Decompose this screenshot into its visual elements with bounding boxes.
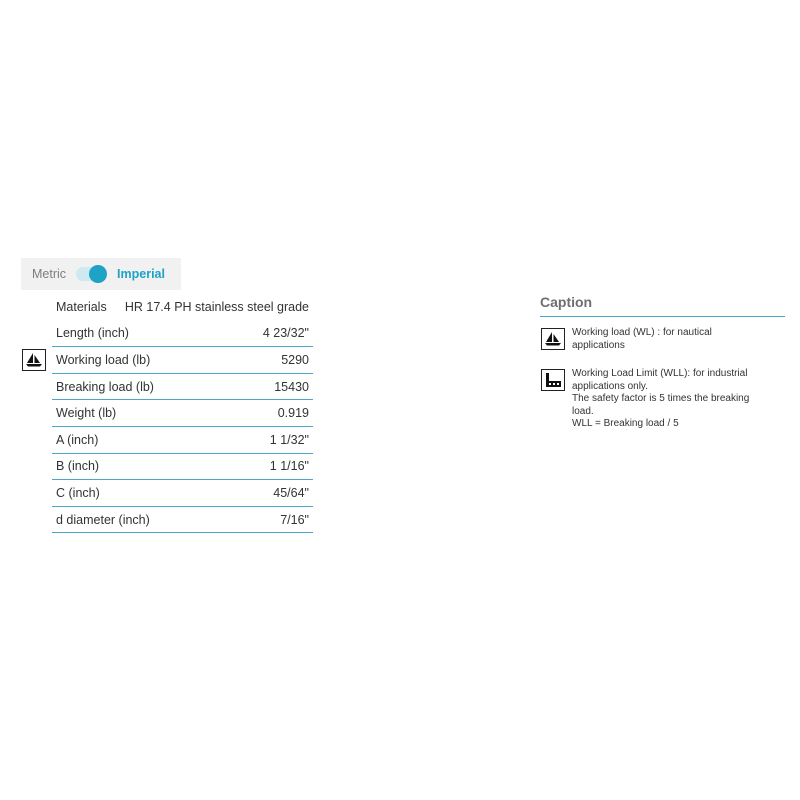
spec-label: C (inch) (56, 485, 100, 500)
caption-text: applications (572, 339, 625, 351)
spec-row-weight (52, 400, 313, 427)
spec-label: Breaking load (lb) (56, 379, 154, 394)
caption-title: Caption (540, 294, 785, 317)
unit-switch[interactable] (76, 267, 106, 281)
caption-text: The safety factor is 5 times the breaking (572, 393, 750, 404)
caption-text: Working Load Limit (WLL): for industrial (572, 368, 748, 379)
spec-label: B (inch) (56, 459, 100, 474)
caption-entry-working-load (540, 327, 785, 352)
spec-row-breaking-load (52, 374, 313, 401)
caption-text: Working load (WL) : for nautical (572, 327, 712, 338)
spec-label: Length (inch) (56, 326, 129, 341)
spec-value: 45/64" (273, 485, 309, 500)
spec-label: A (inch) (56, 432, 99, 447)
spec-value: 5290 (281, 352, 309, 367)
spec-label: Materials (56, 300, 107, 315)
caption-text: load. (572, 405, 594, 417)
spec-row-d-diameter (52, 507, 313, 534)
caption-panel (540, 294, 785, 431)
spec-row-a (52, 427, 313, 454)
spec-row-b (52, 454, 313, 481)
spec-value: 0.919 (277, 406, 309, 421)
metric-label[interactable]: Metric (32, 267, 67, 281)
spec-row-materials (52, 294, 313, 321)
unit-toggle[interactable] (21, 258, 181, 290)
spec-value: 1 1/16" (269, 459, 309, 474)
specifications-table (52, 294, 313, 533)
caption-text: WLL = Breaking load / 5 (572, 418, 679, 429)
switch-knob (89, 265, 107, 283)
caption-entry-wll (540, 368, 785, 431)
caption-text: applications only. (572, 380, 648, 392)
spec-label: Weight (lb) (56, 406, 117, 421)
spec-value: HR 17.4 PH stainless steel grade (124, 300, 309, 315)
imperial-label[interactable]: Imperial (117, 267, 165, 281)
factory-icon (541, 369, 565, 391)
spec-row-length (52, 321, 313, 348)
spec-value: 7/16" (280, 512, 309, 527)
spec-value: 1 1/32" (269, 432, 309, 447)
spec-label: Working load (lb) (56, 352, 151, 367)
sailboat-icon (541, 328, 565, 350)
spec-row-working-load (52, 347, 313, 374)
spec-value: 4 23/32" (262, 326, 309, 341)
sailboat-icon (22, 349, 46, 371)
spec-row-c (52, 480, 313, 507)
spec-value: 15430 (274, 379, 309, 394)
spec-label: d diameter (inch) (56, 512, 150, 527)
